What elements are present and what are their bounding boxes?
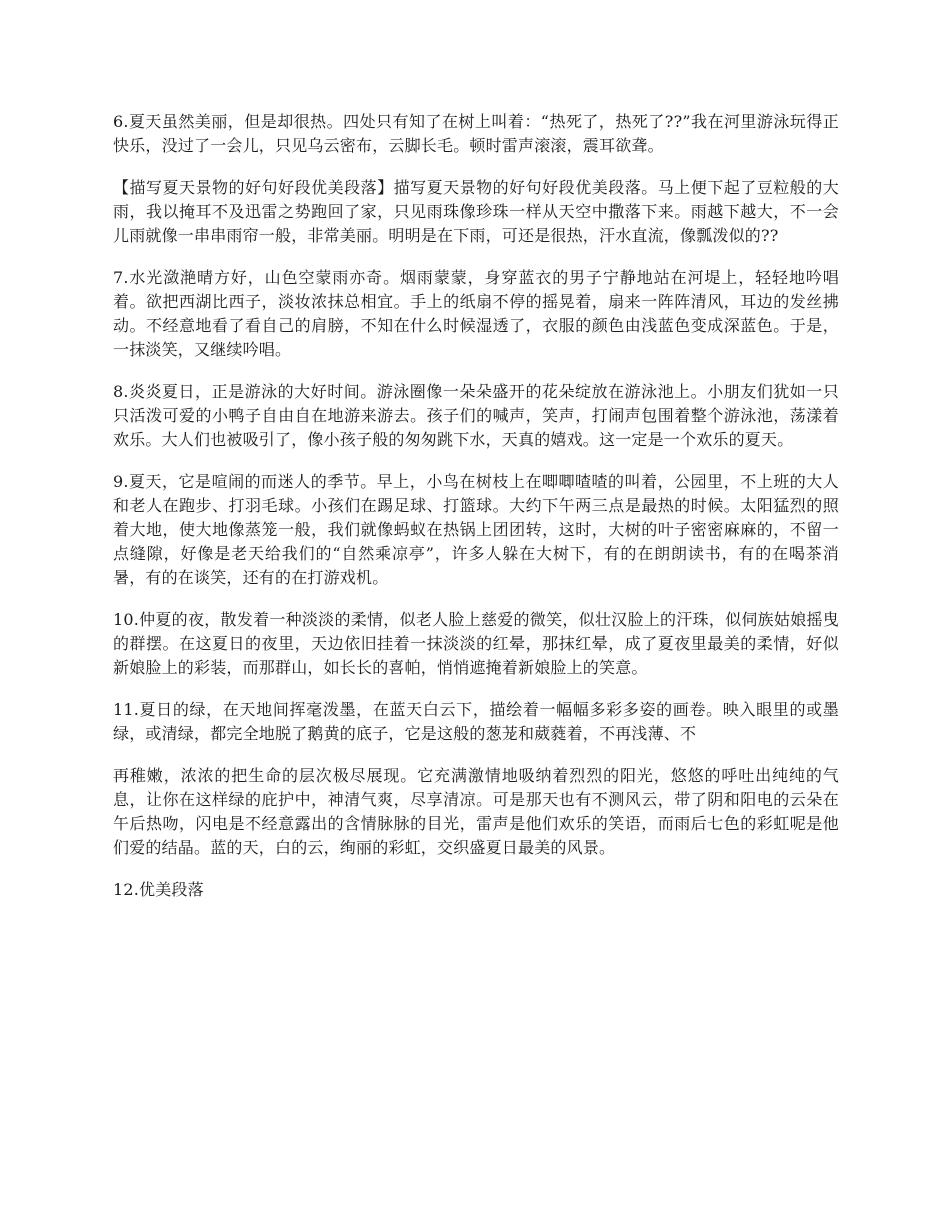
paragraph-11-part-2: 再稚嫩，浓浓的把生命的层次极尽展现。它充满激情地吸纳着烈烈的阳光，悠悠的呼吐出纯纯的气息，让你在这样绿的庇护中，神清气爽，尽享清凉。可是那天也有不测风云，带了阴和阳电的云朵在午后热吻，闪电是不经意露出的含情脉脉的目光，雷声是他们欢乐的笑语，而雨后七色的彩虹呢是他们爱的结晶。蓝的天，白的云，绚丽的彩虹，交织盛夏日最美的风景。 <box>113 766 839 857</box>
document-page <box>113 110 839 920</box>
paragraph-8: 8.炎炎夏日，正是游泳的大好时间。游泳圈像一朵朵盛开的花朵绽放在游泳池上。小朋友们犹如一只只活泼可爱的小鸭子自由自在地游来游去。孩子们的喊声，笑声，打闹声包围着整个游泳池，荡漾着欢乐。大人们也被吸引了，像小孩子般的匆匆跳下水，天真的嬉戏。这一定是一个欢乐的夏天。 <box>113 382 839 449</box>
paragraph-6: 6.夏天虽然美丽，但是却很热。四处只有知了在树上叫着：“热死了，热死了??”我在河里游泳玩得正快乐，没过了一会儿，只见乌云密布，云脚长毛。顿时雷声滚滚，震耳欲聋。 <box>113 112 839 155</box>
paragraph-9: 9.夏天，它是喧闹的而迷人的季节。早上，小鸟在树枝上在唧唧喳喳的叫着，公园里，不上班的大人和老人在跑步、打羽毛球。小孩们在踢足球、打篮球。大约下午两三点是最热的时候。太阳猛烈的照着大地，使大地像蒸笼一般，我们就像蚂蚁在热锅上团团转，这时，大树的叶子密密麻麻的，不留一点缝隙，好像是老天给我们的“自然乘凉亭”，许多人躲在大树下，有的在朗朗读书，有的在喝茶消暑，有的在谈笑，还有的在打游戏机。 <box>113 472 839 587</box>
paragraph-12: 12.优美段落 <box>113 880 204 899</box>
paragraph-11-part-1: 11.夏日的绿，在天地间挥毫泼墨，在蓝天白云下，描绘着一幅幅多彩多姿的画卷。映入眼里的或墨绿，或清绿，都完全地脱了鹅黄的底子，它是这般的葱茏和葳蕤着，不再浅薄、不 <box>113 700 839 743</box>
paragraph-heading-description: 【描写夏天景物的好句好段优美段落】描写夏天景物的好句好段优美段落。马上便下起了豆粒般的大雨，我以掩耳不及迅雷之势跑回了家，只见雨珠像珍珠一样从天空中撒落下来。雨越下越大，不一会儿雨就像一串串雨帘一般，非常美丽。明明是在下雨，可还是很热，汗水直流，像瓢泼似的?? <box>113 178 839 245</box>
paragraph-10: 10.仲夏的夜，散发着一种淡淡的柔情，似老人脸上慈爱的微笑，似壮汉脸上的汗珠，似伺族姑娘摇曳的群摆。在这夏日的夜里，天边依旧挂着一抹淡淡的红晕，那抹红晕，成了夏夜里最美的柔情，好似新娘脸上的彩装，而那群山，如长长的喜帕，悄悄遮掩着新娘脸上的笑意。 <box>113 610 839 677</box>
paragraph-7: 7.水光潋滟晴方好，山色空蒙雨亦奇。烟雨蒙蒙，身穿蓝衣的男子宁静地站在河堤上，轻轻地吟唱着。欲把西湖比西子，淡妆浓抹总相宜。手上的纸扇不停的摇晃着，扇来一阵阵清风，耳边的发丝拂动。不经意地看了看自己的肩膀，不知在什么时候湿透了，衣服的颜色由浅蓝色变成深蓝色。于是，一抹淡笑，又继续吟唱。 <box>113 268 839 359</box>
